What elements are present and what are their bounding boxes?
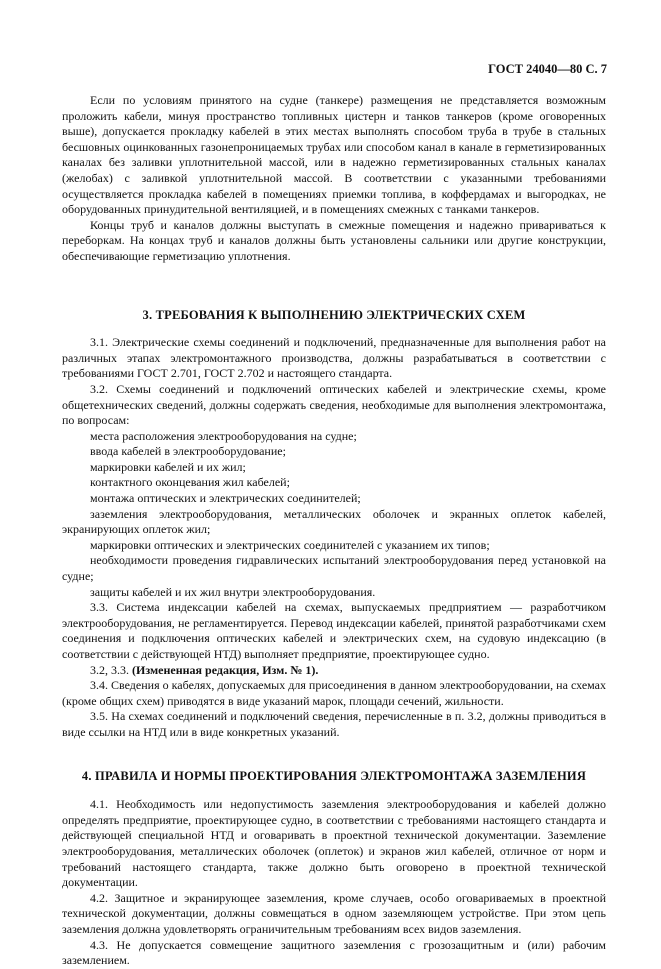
- clause-3-3: 3.3. Система индексации кабелей на схемах, выпускаемых предприятием — разработчиком электрооборудования, не регламентируется. Перевод индексации кабелей, принятой разработчиками схем соединения и подключения оптических кабелей и электрических схем, на судовую индексацию (в соответствии с действующей НТД) выполняет предприятие, проектирующее судно.: [62, 600, 606, 661]
- page-header: ГОСТ 24040—80 С. 7: [488, 62, 607, 76]
- clause-4-2: 4.2. Защитное и экранирующее заземления, кроме случаев, особо оговариваемых в проектной технической документации, должны совмещаться в одном заземляющем устройстве. При этом цепь заземления должна удовлетворять ограничительным требованиям всех видов заземления.: [62, 890, 606, 936]
- clause-4-1: 4.1. Необходимость или недопустимость заземления электрооборудования и кабелей должно определять предприятие, проектирующее судно, в соответствии с требованиями настоящего стандарта и действующей специальной НТД и оговаривать в проектной технической документации. Заземление электрооборудования, металлических оболочек (оплеток) и экранов жил кабелей, отличное от норм и требований настоящего стандарта, также должно быть оговорено в проектной технической документации.: [62, 797, 606, 890]
- document-body: [62, 93, 606, 969]
- clause-3-5: 3.5. На схемах соединений и подключений сведения, перечисленные в п. 3.2, должны приводиться в виде ссылки на НТД или в виде конкретных указаний.: [62, 709, 606, 739]
- section-4-title: 4. ПРАВИЛА И НОРМЫ ПРОЕКТИРОВАНИЯ ЭЛЕКТРОМОНТАЖА ЗАЗЕМЛЕНИЯ: [81, 768, 587, 783]
- list-item: защиты кабелей и их жил внутри электрооборудования.: [90, 584, 376, 599]
- amendment-clauses: 3.2, 3.3.: [90, 662, 129, 677]
- intro-paragraph-2: Концы труб и каналов должны выступать в смежные помещения и надежно привариваться к переборкам. На концах труб и каналов должны быть установлены сальники или другие конструкции, обеспечивающие герметизацию уплотнения.: [62, 217, 606, 263]
- section-3-title: 3. ТРЕБОВАНИЯ К ВЫПОЛНЕНИЮ ЭЛЕКТРИЧЕСКИХ СХЕМ: [142, 307, 526, 322]
- clause-4-3: 4.3. Не допускается совмещение защитного заземления с грозозащитным и (или) рабочим заземлением.: [62, 937, 606, 968]
- clause-3-4: 3.4. Сведения о кабелях, допускаемых для присоединения в данном электрооборудовании, на схемах (кроме общих схем) приводятся в виде указаний марок, площади сечений, жильности.: [62, 678, 606, 708]
- list-item: необходимости проведения гидравлических испытаний электрооборудования перед установкой на судне;: [62, 553, 606, 584]
- list-item: места расположения электрооборудования на судне;: [90, 428, 357, 443]
- list-item: монтажа оптических и электрических соединителей;: [90, 491, 361, 506]
- amendment-label: (Измененная редакция, Изм. № 1).: [132, 662, 319, 677]
- list-item: маркировки кабелей и их жил;: [90, 459, 246, 474]
- list-item: заземления электрооборудования, металлических оболочек и экранных оплеток кабелей, экранирующих оплеток жил;: [62, 506, 606, 537]
- clause-3-2: 3.2. Схемы соединений и подключений оптических кабелей и электрические схемы, кроме общетехнических сведений, должны содержать сведения, необходимые для выполнения электромонтажа, по вопросам:: [62, 381, 606, 428]
- list-item: маркировки оптических и электрических соединителей с указанием их типов;: [90, 537, 490, 552]
- amendment-note: [62, 663, 606, 679]
- list-item: контактного оконцевания жил кабелей;: [90, 475, 290, 490]
- clause-3-1: 3.1. Электрические схемы соединений и подключений, предназначенные для выполнения работ на различных этапах электромонтажного производства, должны разрабатываться в соответствии с требованиями ГОСТ 2.701, ГОСТ 2.702 и настоящего стандарта.: [62, 335, 606, 381]
- list-item: ввода кабелей в электрооборудование;: [90, 444, 286, 459]
- intro-paragraph-1: Если по условиям принятого на судне (танкере) размещения не представляется возможным проложить кабели, минуя пространство топливных цистерн и танков танкеров (кроме оговоренных выше), допускается прокладку кабелей в этих местах выполнять способом труба в трубе в стальных бесшовных оцинкованных газонепроницаемых трубах или способом канал в канале в герметизированных каналах без заливки уплотнительной массой, или в надежно герметизированных стальных каналах (желобах) с заливкой уплотнительной массой. В соответствии с указанными требованиями осуществляется прокладка кабелей в помещениях приемки топлива, в коффердамах и выгородках, не оборудованных принудительной вентиляцией, и в помещениях смежных с танками танкеров.: [62, 93, 606, 217]
